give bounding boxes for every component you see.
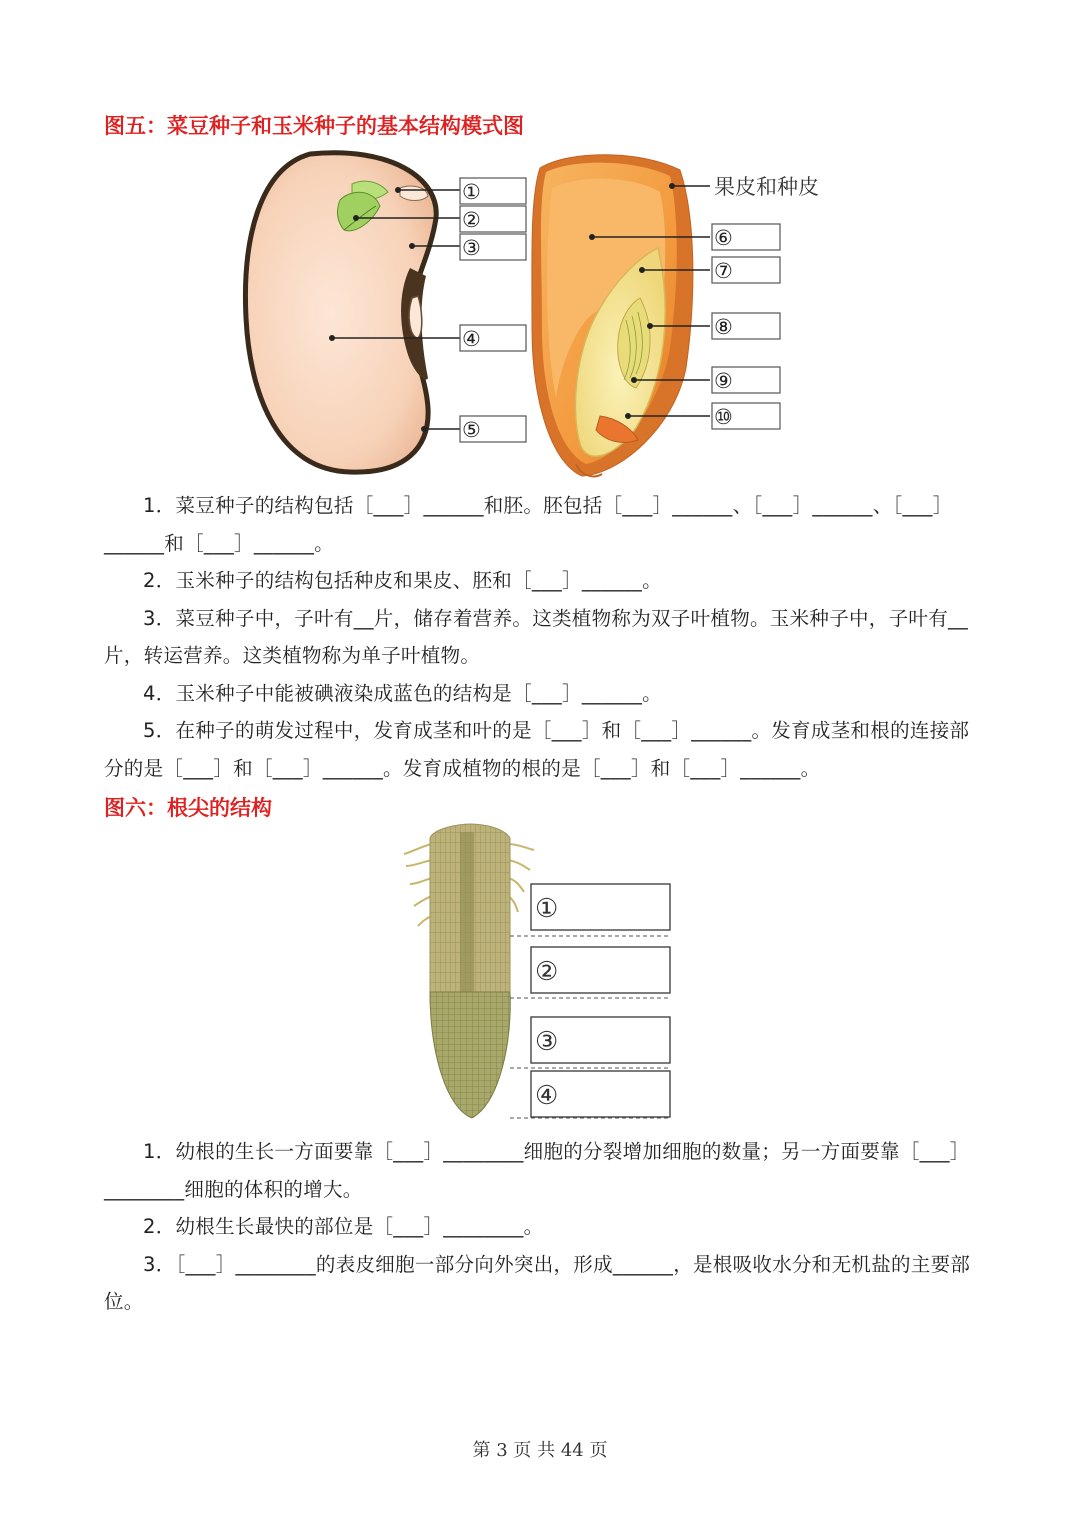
section6-question-3: 3．［___］________的表皮细胞一部分向外突出，形成______，是根吸收水分和无机盐的主要部位。 — [104, 1252, 971, 1313]
corn-label-boxes — [712, 175, 819, 429]
seed-structure-figure — [240, 148, 850, 484]
corn-label-6: ⑥ — [714, 226, 733, 250]
page-number: 第 3 页 共 44 页 — [472, 1440, 608, 1461]
root-tip — [404, 824, 534, 1118]
section5-question-4: 4．玉米种子中能被碘液染成蓝色的结构是［___］______。 — [143, 681, 662, 705]
section6-question-2: 2．幼根生长最快的部位是［___］________。 — [143, 1215, 544, 1238]
bean-label-5: ⑤ — [462, 418, 481, 442]
corn-label-9: ⑨ — [714, 369, 733, 393]
root-label-1: ① — [535, 894, 559, 924]
root-label-3: ③ — [535, 1027, 559, 1057]
corn-pericarp-label: 果皮和种皮 — [714, 175, 819, 199]
bean-label-4: ④ — [462, 327, 481, 351]
root-tip-figure — [400, 822, 676, 1124]
section6-title: 图六：根尖的结构 — [104, 796, 272, 820]
corn-label-7: ⑦ — [714, 259, 733, 283]
corn-label-10: ⑩ — [714, 405, 733, 429]
section5-question-3: 3．菜豆种子中，子叶有__片，储存着营养。这类植物称为双子叶植物。玉米种子中，子叶有__片，转运营养。这类植物称为单子叶植物。 — [104, 606, 969, 667]
bean-label-2: ② — [462, 208, 481, 232]
bean-seed — [245, 153, 436, 472]
corn-label-8: ⑧ — [714, 315, 733, 339]
root-label-4: ④ — [535, 1081, 559, 1111]
section6-questions — [104, 1133, 976, 1321]
root-label-2: ② — [535, 957, 559, 987]
section5-question-1: 1．菜豆种子的结构包括［___］______和胚。胚包括［___］______、［___］______、［___］______和［___］______。 — [104, 494, 953, 555]
section6-question-1: 1．幼根的生长一方面要靠［___］________细胞的分裂增加细胞的数量；另一方面要靠［___］________细胞的体积的增大。 — [104, 1140, 970, 1201]
section5-title: 图五：菜豆种子和玉米种子的基本结构模式图 — [104, 114, 524, 138]
section5-question-2: 2．玉米种子的结构包括种皮和果皮、胚和［___］______。 — [143, 569, 662, 592]
section5-questions — [104, 487, 976, 787]
section5-question-5: 5．在种子的萌发过程中，发育成茎和叶的是［___］和［___］______。发育成茎和根的连接部分的是［___］和［___］______。发育成植物的根的是［___］和［___］______。 — [104, 719, 970, 780]
bean-label-3: ③ — [462, 236, 481, 260]
corn-seed — [532, 155, 693, 477]
bean-label-1: ① — [462, 180, 481, 204]
root-label-boxes — [531, 884, 670, 1117]
bean-label-boxes — [460, 178, 526, 442]
